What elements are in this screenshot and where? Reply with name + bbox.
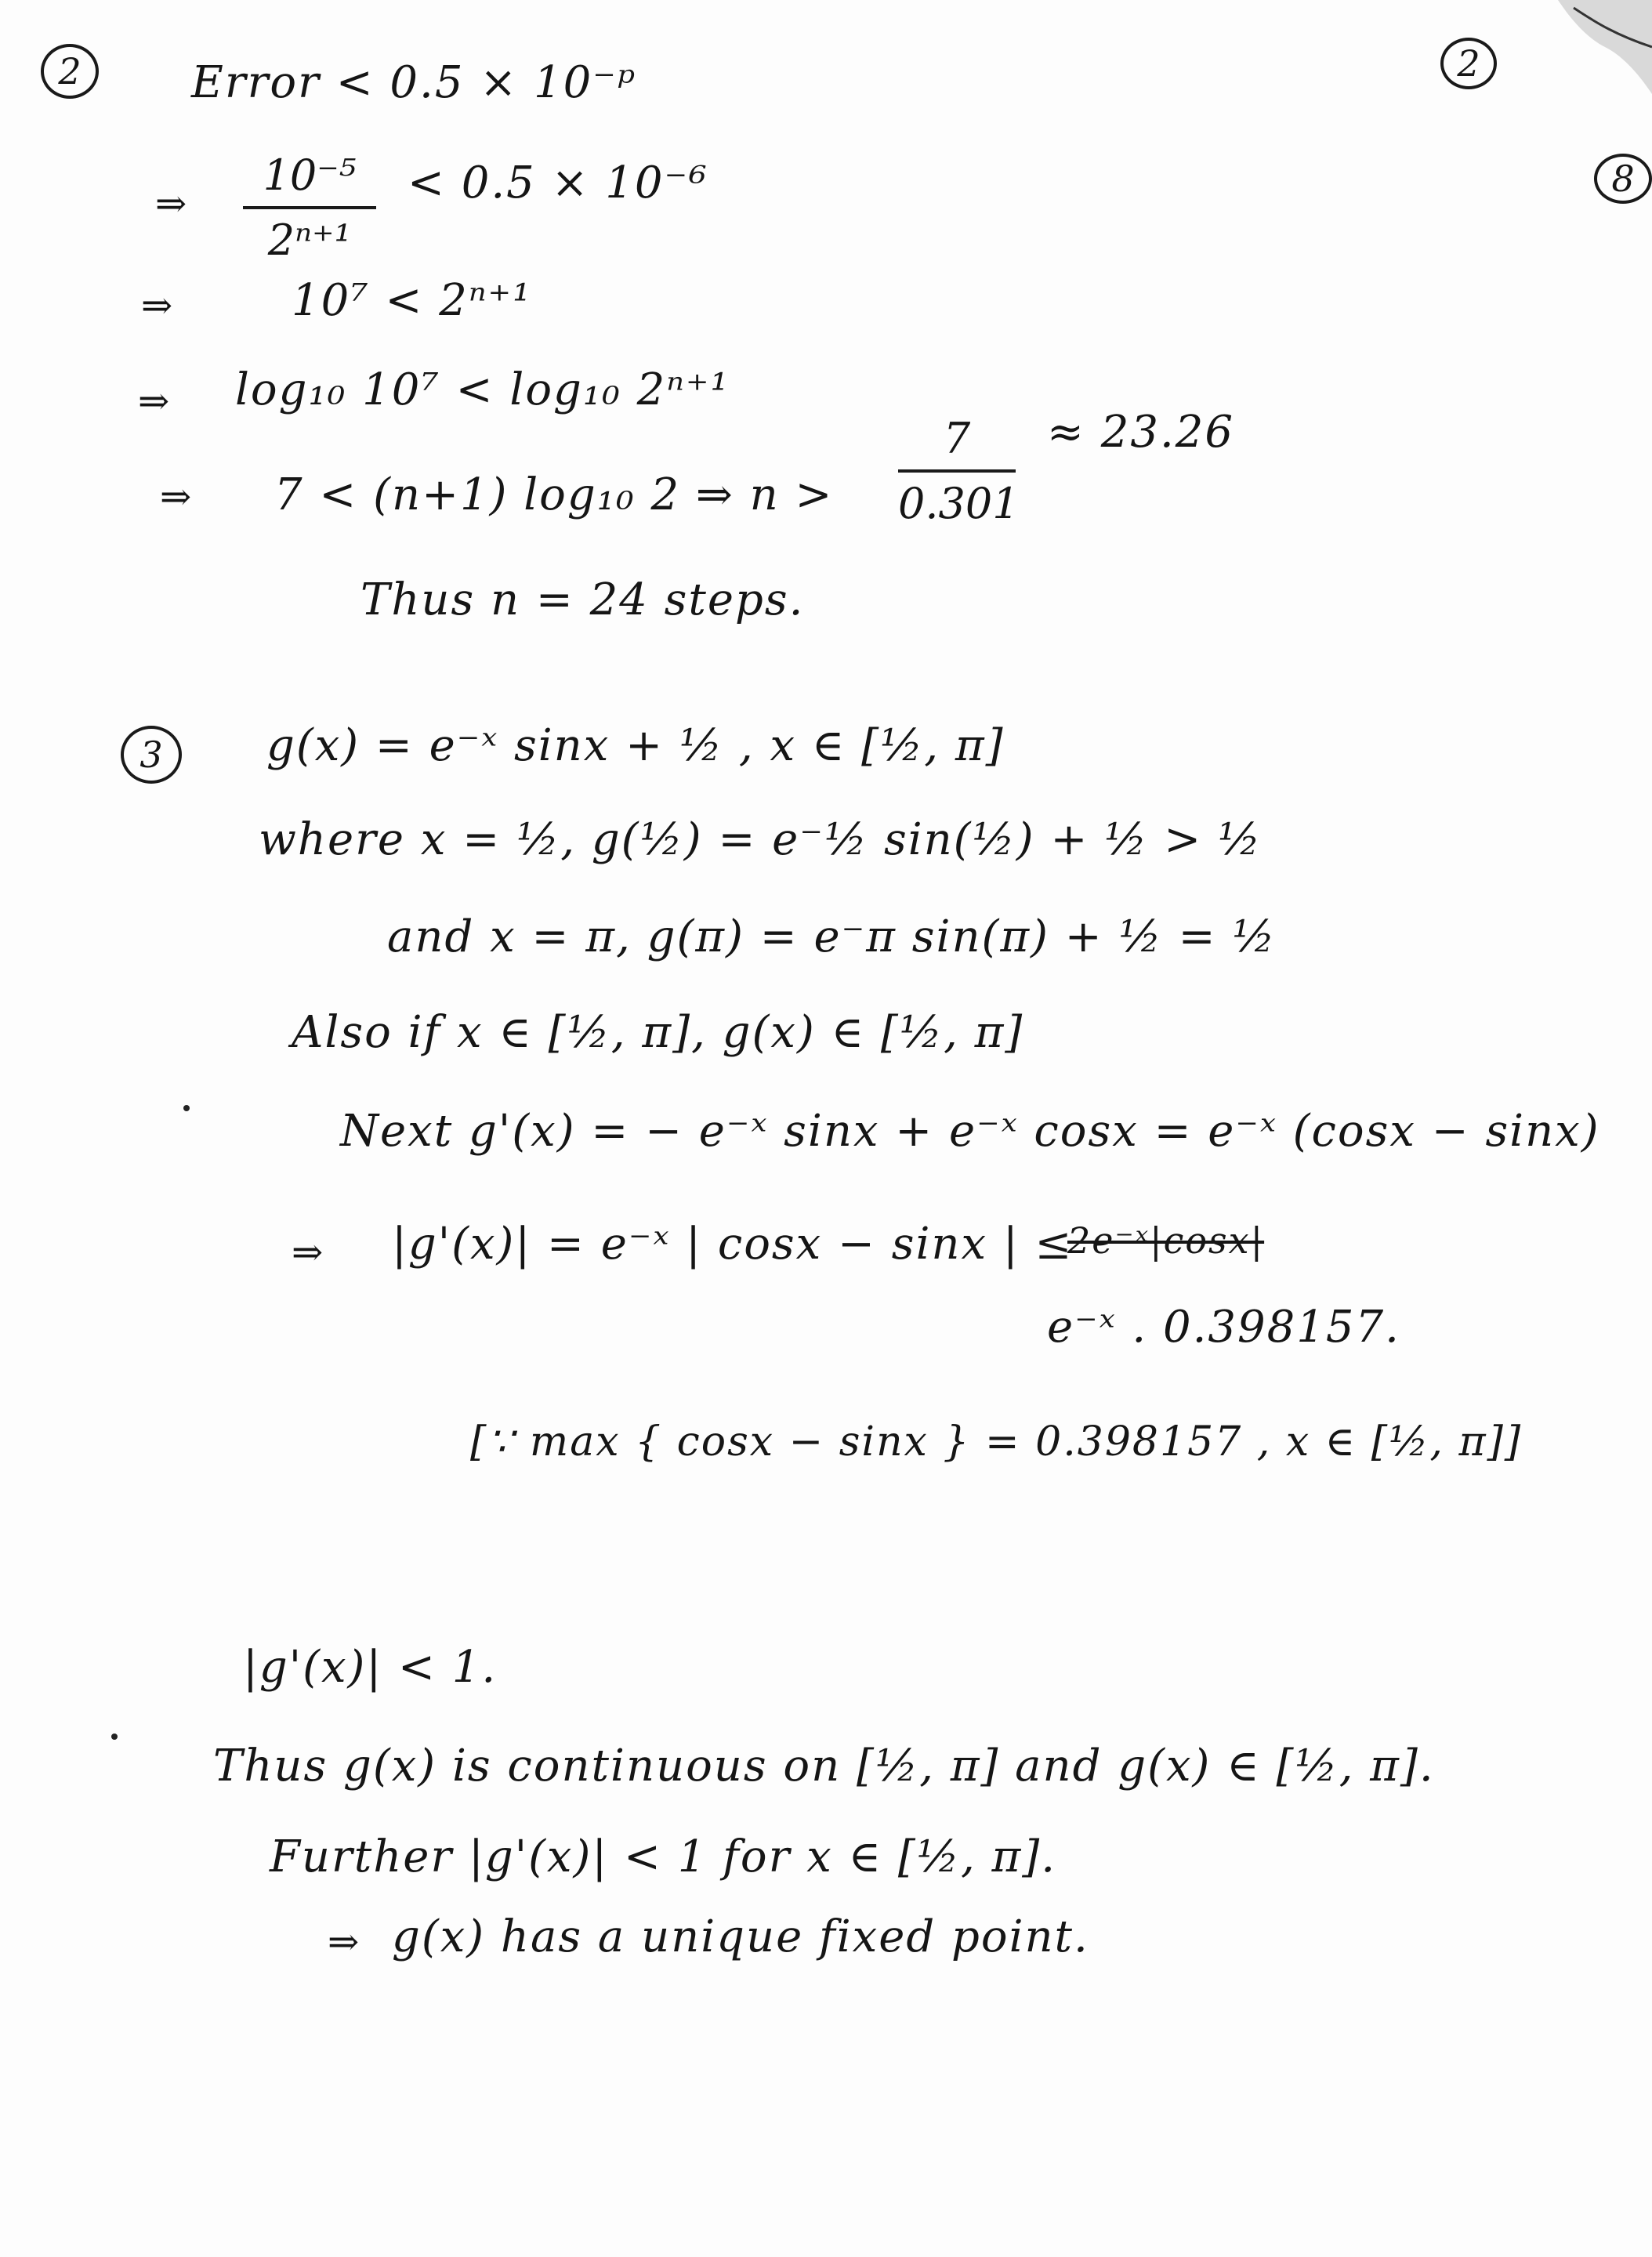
implies-arrow: ⇒ [141, 284, 173, 328]
function-definition-line: g(x) = e⁻ˣ sinx + ½ , x ∈ [½, π] [266, 720, 1005, 771]
continuity-line: Thus g(x) is continuous on [½, π] and g(x) ∈ [½, π]. [213, 1741, 1435, 1791]
pen-dot [111, 1734, 118, 1740]
implies-arrow: ⇒ [292, 1230, 324, 1274]
derivative-bound-value: e⁻ˣ . 0.398157. [1047, 1302, 1400, 1353]
page-number-top-right: 2 [1440, 38, 1497, 89]
implies-arrow: ⇒ [160, 475, 192, 519]
implies-arrow: ⇒ [328, 1920, 360, 1964]
max-justification-line: [∵ max { cosx − sinx } = 0.398157 , x ∈ [½, π]] [470, 1418, 1523, 1465]
inequality-rest: < 0.5 × 10⁻⁶ [408, 158, 708, 208]
fraction-denominator: 0.301 [898, 479, 1020, 528]
further-line: Further |g'(x)| < 1 for x ∈ [½, π]. [270, 1831, 1057, 1882]
approx-value: ≈ 23.26 [1047, 407, 1235, 458]
derivative-bound-line: |g'(x)| = e⁻ˣ | cosx − sinx | ≤ [392, 1219, 1074, 1270]
fraction-error [243, 150, 376, 265]
page-number-right-edge: 8 [1594, 154, 1652, 204]
range-line: Also if x ∈ [½, π], g(x) ∈ [½, π] [292, 1007, 1024, 1058]
fraction-bar [898, 469, 1016, 473]
fraction-n-bound [898, 414, 1020, 528]
fraction-bar [243, 206, 376, 209]
steps-conclusion-line: Thus n = 24 steps. [360, 574, 805, 625]
derivative-line: Next g'(x) = − e⁻ˣ sinx + e⁻ˣ cosx = e⁻ˣ (cosx − sinx) [340, 1106, 1600, 1157]
page-number-top-left: 2 [41, 44, 99, 99]
fraction-numerator: 7 [943, 414, 971, 463]
implies-arrow: ⇒ [155, 182, 187, 226]
endpoint-left-line: where x = ½, g(½) = e⁻½ sin(½) + ½ > ½ [259, 814, 1263, 865]
fraction-numerator: 10⁻⁵ [263, 150, 357, 200]
implies-arrow: ⇒ [138, 379, 170, 423]
log-inequality-line: log₁₀ 10⁷ < log₁₀ 2ⁿ⁺¹ [235, 364, 730, 415]
pen-dot [183, 1105, 190, 1111]
error-bound-line: Error < 0.5 × 10⁻ᵖ [191, 57, 637, 108]
fraction-denominator: 2ⁿ⁺¹ [267, 216, 352, 265]
page-corner-mark [1542, 0, 1652, 110]
power-inequality-line: 10⁷ < 2ⁿ⁺¹ [292, 275, 532, 326]
question-number-3: 3 [121, 726, 182, 784]
fixed-point-conclusion: g(x) has a unique fixed point. [392, 1911, 1089, 1962]
endpoint-right-line: and x = π, g(π) = e⁻π sin(π) + ½ = ½ [387, 911, 1277, 962]
struck-term: 2e⁻ˣ|cosx| [1067, 1219, 1265, 1262]
derivative-less-than-one: |g'(x)| < 1. [243, 1642, 498, 1693]
solve-n-line: 7 < (n+1) log₁₀ 2 ⇒ n > [274, 469, 834, 520]
